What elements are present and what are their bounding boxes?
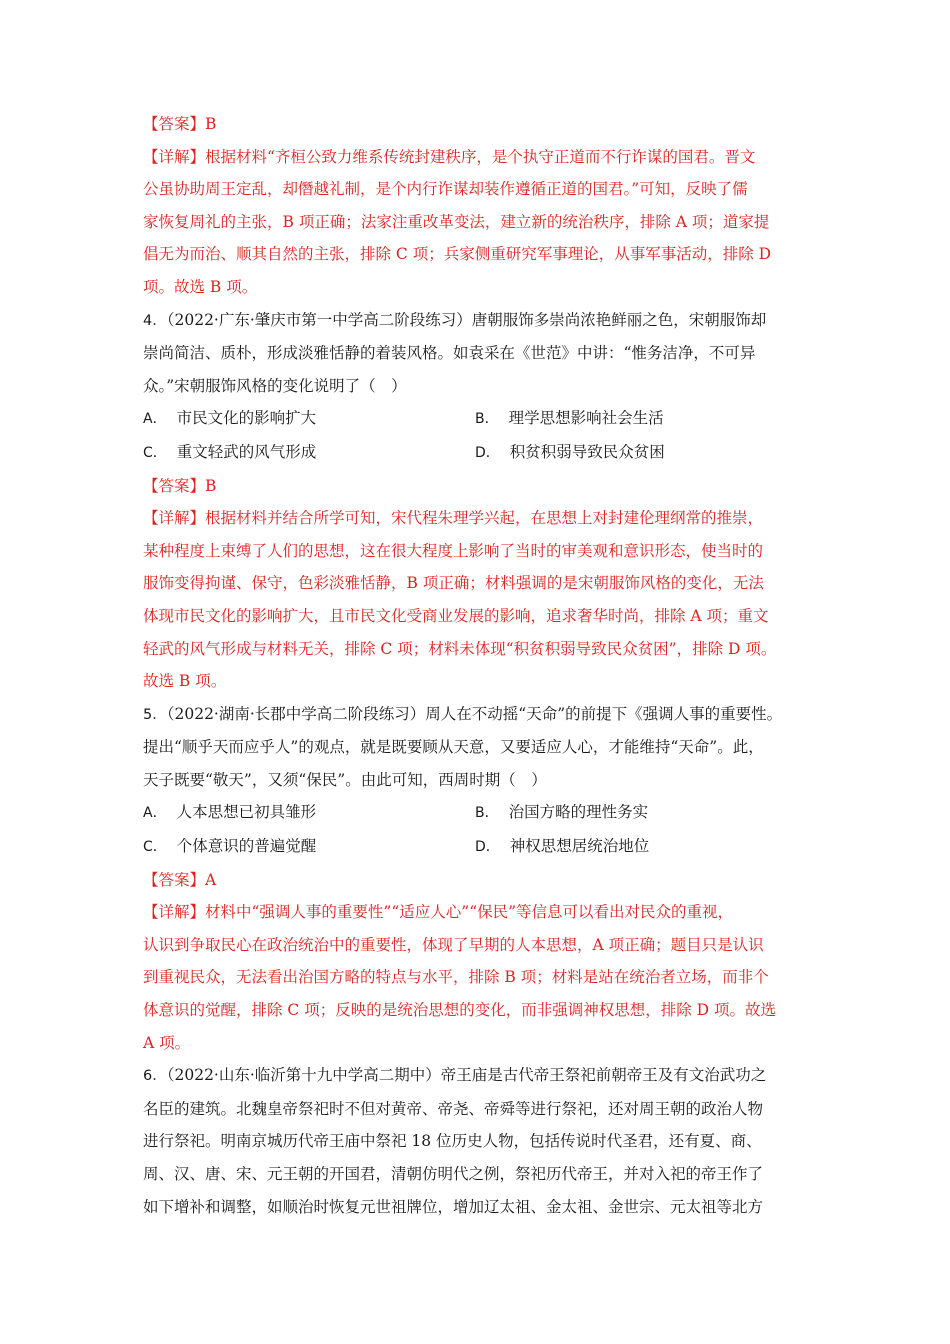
- q4-stem-line: 众。”宋朝服饰风格的变化说明了（ ）: [143, 376, 407, 395]
- q5-stem-line: 5．（2022·湖南·长郡中学高二阶段练习）周人在不动摇“天命”的前提下《强调人事的重要性。: [143, 704, 783, 723]
- q4-explain-line: 【详解】根据材料并结合所学可知，宋代程朱理学兴起，在思想上对封建伦理纲常的推崇，: [143, 509, 764, 528]
- q3-answer: 【答案】B: [143, 115, 217, 133]
- q3-explain-line: 家恢复周礼的主张，B 项正确；法家注重改革变法，建立新的统治秩序，排除 A 项；道家提: [143, 212, 770, 231]
- q5-explain-line: 【详解】材料中“强调人事的重要性”“适应人心”“保民”等信息可以看出对民众的重视，: [143, 903, 734, 922]
- q5-option-c[interactable]: C． 个体意识的普遍觉醒: [143, 837, 317, 856]
- q5-stem-line: 提出“顺乎天而应乎人”的观点，就是既要顾从天意，又要适应人心，才能维持“天命”。此，: [143, 738, 764, 757]
- q4-explain-line: 轻武的风气形成与材料无关，排除 C 项；材料未体现“积贫积弱导致民众贫困”，排除 D 项。: [143, 639, 777, 658]
- q4-explain-line: 某种程度上束缚了人们的思想，这在很大程度上影响了当时的审美观和意识形态，使当时的: [143, 541, 764, 560]
- q5-explain-line: A 项。: [143, 1033, 191, 1052]
- q4-explanation: [143, 502, 813, 698]
- q5-number: 5．: [143, 706, 167, 723]
- q6-stem-line: 6．（2022·山东·临沂第十九中学高二期中）帝王庙是古代帝王祭祀前朝帝王及有文治武功之: [143, 1066, 767, 1085]
- q5-explain-line: 认识到争取民心在政治统治中的重要性，体现了早期的人本思想，A 项正确；题目只是认识: [143, 935, 764, 954]
- q4-explain-line: 体现市民文化的影响扩大，且市民文化受商业发展的影响，追求奢华时尚，排除 A 项；重文: [143, 606, 769, 625]
- q6-stem-line: 名臣的建筑。北魏皇帝祭祀时不但对黄帝、帝尧、帝舜等进行祭祀，还对周王朝的政治人物: [143, 1099, 764, 1118]
- q5-explain-line: 体意识的觉醒，排除 C 项；反映的是统治思想的变化，而非强调神权思想，排除 D 项。故选: [143, 1001, 776, 1020]
- q5-options-row-2: [143, 830, 813, 864]
- q6-stem-line: 如下增补和调整，如顺治时恢复元世祖牌位，增加辽太祖、金太祖、金世宗、元太祖等北方: [143, 1197, 764, 1216]
- q5-stem-line: 天子既要“敬天”，又须“保民”。由此可知，西周时期（ ）: [143, 770, 547, 789]
- q4-stem-line: 4．（2022·广东·肇庆市第一中学高二阶段练习）唐朝服饰多崇尚浓艳鲜丽之色，宋朝服饰却: [143, 310, 767, 329]
- q4-option-c[interactable]: C． 重文轻武的风气形成: [143, 442, 317, 461]
- q3-explanation: [143, 141, 813, 304]
- q4-answer: 【答案】B: [143, 476, 217, 495]
- q4-option-b[interactable]: B． 理学思想影响社会生活: [475, 409, 664, 428]
- q5-explanation: [143, 896, 813, 1059]
- q5-option-a[interactable]: A． 人本思想已初具雏形: [143, 803, 317, 822]
- q3-explain-line: 【详解】根据材料“齐桓公致力维系传统封建秩序，是个执守正道而不行诈谋的国君。晋文: [143, 147, 756, 166]
- q5-explain-line: 到重视民众，无法看出治国方略的特点与水平，排除 B 项；材料是站在统治者立场，而非个: [143, 968, 769, 987]
- q5-stem: [143, 698, 813, 797]
- q4-stem: [143, 304, 813, 403]
- q5-option-b[interactable]: B． 治国方略的理性务实: [475, 803, 649, 822]
- q5-option-d[interactable]: D． 神权思想居统治地位: [475, 837, 650, 856]
- q6-stem: [143, 1059, 813, 1223]
- q4-explain-line: 故选 B 项。: [143, 672, 227, 691]
- q4-options-row-1: [143, 402, 813, 436]
- q3-explain-line: 公虽协助周王定乱，却僭越礼制，是个内行诈谋却装作遵循正道的国君。”可知，反映了儒: [143, 180, 748, 199]
- q4-number: 4．: [143, 312, 167, 329]
- q6-number: 6．: [143, 1068, 167, 1085]
- q4-option-d[interactable]: D． 积贫积弱导致民众贫困: [475, 442, 665, 461]
- q4-stem-line: 崇尚简洁、质朴，形成淡雅恬静的着装风格。如袁采在《世范》中讲：“惟务洁净，不可异: [143, 344, 756, 363]
- q5-answer: 【答案】A: [143, 870, 217, 889]
- page-content: [143, 108, 813, 1223]
- q4-explain-line: 服饰变得拘谨、保守，色彩淡雅恬静，B 项正确；材料强调的是宋朝服饰风格的变化，无法: [143, 574, 764, 593]
- q4-option-a[interactable]: A． 市民文化的影响扩大: [143, 409, 317, 428]
- q3-explain-line: 倡无为而治、顺其自然的主张，排除 C 项；兵家侧重研究军事理论，从事军事活动，排除 D: [143, 245, 772, 264]
- q4-options-row-2: [143, 436, 813, 470]
- q6-stem-line: 进行祭祀。明南京城历代帝王庙中祭祀 18 位历史人物，包括传说时代圣君，还有夏、商、: [143, 1132, 762, 1151]
- q5-options-row-1: [143, 796, 813, 830]
- q3-explain-line: 项。故选 B 项。: [143, 277, 258, 296]
- q6-stem-line: 周、汉、唐、宋、元王朝的开国君，清朝仿明代之例，祭祀历代帝王，并对入祀的帝王作了: [143, 1165, 764, 1183]
